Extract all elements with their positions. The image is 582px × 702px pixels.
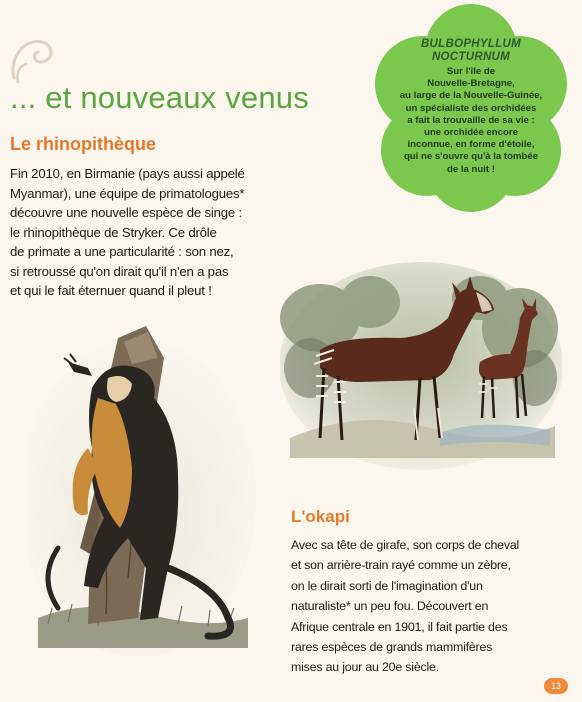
- orchid-line: Nouvelle-Bretagne,: [427, 78, 515, 90]
- okapi-line: on le dirait sorti de l'imagination d'un: [291, 578, 483, 593]
- okapi-line: et son arrière-train rayé comme un zèbre,: [291, 558, 511, 573]
- section-title: ... et nouveaux venus: [10, 80, 309, 115]
- okapi-line: Avec sa tête de girafe, son corps de cheval: [291, 538, 520, 552]
- rhino-line: Fin 2010, en Birmanie (pays aussi appelé: [10, 166, 245, 181]
- rhino-line: et qui le fait éternuer quand il pleut !: [10, 283, 212, 298]
- rhino-line: si retroussé qu'on dirait qu'il n'en a pas: [10, 263, 229, 279]
- orchid-title-line: BULBOPHYLLUM: [420, 38, 522, 50]
- rhino-line: le rhinopithèque de Stryker. Ce drôle: [10, 224, 217, 240]
- okapi-illustration: [280, 258, 562, 470]
- orchid-line: inconnue, en forme d'étoile,: [407, 139, 535, 151]
- okapi-paragraph: [291, 535, 571, 678]
- swirl-ornament-icon: [4, 28, 64, 88]
- page-number: 13: [544, 678, 568, 694]
- orchid-line: Sur l'île de: [446, 66, 496, 77]
- rhinopithecus-illustration: [28, 318, 256, 656]
- rhino-paragraph: [10, 164, 295, 301]
- orchid-line: a fait la trouvaille de sa vie :: [407, 114, 535, 126]
- orchid-title: [378, 38, 564, 64]
- okapi-line: naturaliste* un peu fou. Découvert en: [291, 599, 489, 614]
- okapi-line: rares espèces de grands mammifères: [291, 640, 493, 655]
- rhino-heading: Le rhinopithèque: [10, 134, 156, 154]
- orchid-line: au large de la Nouvelle-Guinée,: [399, 90, 543, 102]
- orchid-line: de la nuit !: [447, 163, 495, 175]
- orchid-text: [388, 66, 554, 176]
- okapi-heading: L'okapi: [291, 507, 350, 526]
- rhino-line: découvre une nouvelle espèce de singe :: [10, 205, 242, 220]
- orchid-title-line: NOCTURNUM: [431, 51, 511, 63]
- okapi-line: mises au jour au 20e siècle.: [291, 660, 439, 675]
- orchid-line: une orchidée encore: [424, 127, 518, 139]
- rhino-line: de primate a une particularité : son nez,: [10, 244, 234, 259]
- orchid-line: qui ne s'ouvre qu'à la tombée: [403, 151, 539, 163]
- orchid-line: un spécialiste des orchidées: [405, 102, 537, 114]
- okapi-line: Afrique centrale en 1901, il fait partie des: [291, 619, 508, 634]
- rhino-line: Myanmar), une équipe de primatologues*: [10, 185, 245, 201]
